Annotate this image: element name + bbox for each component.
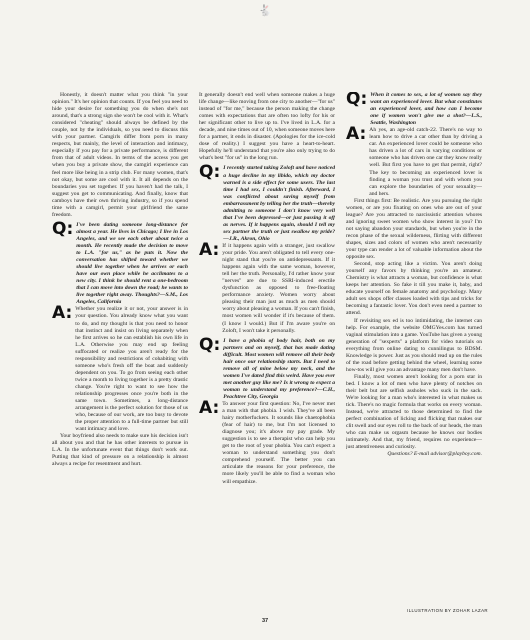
body-paragraph: If revisiting sex ed is too intimidating, the internet can help. For example, the website OMGYes.com has turned vaginal stimulation into a game. YouTube has given a young generation of "sexperts" a platform for video tutorials on everything from online dating to cunnilingus to BDSM. Knowledge is power. Just as you should read up on the rules of the road before getting behind the wheel, learning some how-tos will give you an advantage many men don't have. [346,317,482,373]
body-paragraph: Your boyfriend also needs to make sure his decision isn't all about you and that he has other interests to pursue in L.A. In the unfortunate event that things don't work out. Putting that kind of pressure on a relationship is almost always a recipe for resentment and hurt. [52,433,188,468]
body-paragraph: First things first: Be realistic. Are you pursuing the right women, or are you fixating on ones who are out of your league? Are you attracted to narcissistic attention whores and ignoring sweet women who show interest in you? I'm not saying abandon your standards, but when you're in the recon phase of the sexual wilderness, flirting with different shapes, sizes and colors of women who aren't necessarily your type can render a lot of valuable information about the opposite sex. [346,197,482,261]
column-3 [346,92,482,602]
question-text: When it comes to sex, a lot of women say they want an experienced lover. But what constitutes an experienced lover, and how can I become one if women won't give me a shot?—L.S., Seattle, Washington [370,92,482,127]
question-block [199,334,335,401]
question-mark-label: Q: [199,162,221,183]
answer-block [52,303,188,433]
question-block [52,218,188,307]
body-paragraph: Second, stop acting like a victim. You aren't doing yourself any favors by thinking you're an amateur. Chemistry is what attracts a woman, but confidence is what keeps her attention. So fake it till you make it, baby, and educate yourself on female anatomy and psychology. Many adult sex shops offer classes loaded with tips and tricks for becoming a fantastic lover. You don't even need a partner to attend. [346,261,482,317]
sign-off-email: Questions? E-mail advisor@playboy.com. [387,451,482,458]
answer-text: Ah yes, an age-old catch-22. There's no way to learn how to drive a car other than by driving a car. An experienced lover could be someone who has driven a lot of cars in varying conditions or someone who has driven one car they know really well. But first you have to get that permit, right? The key to becoming an experienced lover is finding a woman you trust and with whom you can explore the boundaries of your sexuality—and hers. [369,127,482,197]
question-text: I have a phobia of body hair, both on my partners and on myself, that has made dating difficult. Most women will remove all their body hair once our relationship starts. But I need to remove all of mine below my neck, and the women I've dated find this weird. Have you ever met another guy like me? Is it wrong to expect a woman to understand my preference?—C.H., Peachtree City, Georgia [223,337,335,400]
column-1 [52,92,188,602]
answer-mark-label: A: [52,303,73,324]
page-number: 37 [261,618,269,624]
answer-text: To answer your first question: No, I've never met a man with that phobia. I wish. They've all been hairy motherfuckers. It sounds like chaetophobia (fear of hair) to me, but I'm not licensed to diagnose you; it's above my pay grade. My suggestion is to see a therapist who can help you get to the root of your phobia. You can't expect a woman to understand something you don't comprehend yourself. The better you can articulate the reasons for your preference, the more likely you'll be able to find a woman who will empathize. [222,401,335,485]
body-paragraph: Finally, most women aren't looking for a porn star in bed. I know a lot of men who have plenty of notches on their belt but are selfish assholes who suck in the sack. We're looking for a man who's interested in what makes us tick. There's no magic formula that works on every woman. Instead, we're attracted to those determined to find the perfect combination of licking and flicking that makes our clit swell and our eyes roll to the back of our heads, the man who can make us orgasm because he knows our bodies intimately. And that, my friend, requires no experience—just attentiveness and curiosity. [346,373,482,451]
answer-block [346,124,482,197]
question-text: I recently started taking Zoloft and have noticed a huge decline in my libido, which my doctor warned is a side effect for some users. The last time I had sex, I couldn't finish. Afterward, I was conflicted about saving myself from embarrassment by telling her the truth—thereby admitting to someone I don't know very well that I've been depressed—or just passing it off as nerves. If it happens again, should I tell my sex partner the truth or just swallow my pride?—J.R., Akron, Ohio [223,165,335,242]
body-paragraph: Honestly, it doesn't matter what you think "in your opinion." It's her opinion that counts. If you feel you need to hide your desire for something you do when she's not around, that's a strong sign she won't be cool with it. What's considered "cheating" should always be defined by the couple, not by the individuals, so you need to discuss this with your partner. Camgirls differ from porn in many respects, but mainly, the level of interaction and intimacy, especially if you pay for a private performance, is different from that of adult videos. In terms of the access you get when you buy a private show, the camgirl experience can feel more like being in a strip club. For many women, that's not okay, but some are cool with it. It all depends on the boundaries you set together. If you haven't had the talk, I suggest you get to communicating. And finally, know that camboys have their own thriving industry, so if you spend time with a camgirl, permit your girlfriend the same freedom. [52,92,188,218]
body-paragraph: It generally doesn't end well when someone makes a huge life change—like moving from one city to another—"for us" instead of "for me," because the person making the change comes with expectations that are often too lofty for his or her significant other to live up to. I've lived in L.A. for a decade, and nine times out of 10, when someone moves here for a partner, it ends in disaster. (Apologies for the ice-cold dose of reality.) I suggest you have a heart-to-heart. Hopefully he'll understand that you're also only trying to do what's best "for us" in the long run. [199,92,335,162]
rabbit-head-icon: 🐇 [258,4,272,17]
answer-mark-label: A: [199,239,220,260]
answer-mark-label: A: [199,398,220,419]
article-columns [52,92,482,602]
column-2 [199,92,335,602]
answer-text: If it happens again with a stranger, just swallow your pride. You aren't obligated to tell every one-night stand that you're on antidepressants. If it happens again with the same woman, however, tell her the truth. Personally, I'd rather know your "nerves" are due to SSRI-induced erectile dysfunction as opposed to free-floating performance anxiety. Women worry about pleasing their man just as much as men should worry about pleasing a woman. If you can't finish, most women will wonder if it's because of them. (I know I would.) But if I'm aware you're on Zoloft, I won't take it personally. [222,242,335,334]
illustration-credit: ILLUSTRATION BY ZOHAR LAZAR [407,608,488,613]
question-mark-label: Q: [346,92,368,109]
question-mark-label: Q: [199,334,221,355]
answer-block [199,398,335,486]
question-block [346,92,482,127]
answer-block [199,239,335,335]
question-mark-label: Q: [52,218,74,239]
question-text: I've been dating someone long-distance for almost a year. He lives in Chicago; I live in Los Angeles, and we see each other about twice a month. He recently made the decision to move to L.A. "for us," as he puts it. Now the conversation has shifted toward whether we should live together when he arrives or each have our own place while he acclimates to a new city. I think he should rent a one-bedroom that I can move into down the road; he wants to live together right away. Thoughts?—S.M., Los Angeles, California [76,221,188,306]
question-block [199,162,335,243]
answer-mark-label: A: [346,124,367,145]
answer-text: Whether you realize it or not, your answer is in your question. You already know what you want to do, and my thought is that you need to honor that instinct and insist on living separately when he first arrives so he can establish his own life in L.A. Otherwise you may end up feeling suffocated or realize you aren't ready for the responsibility and restrictions of cohabiting with someone who's fresh off the boat and suddenly dependent on you. To go from seeing each other twice a month to living together is a pretty drastic change. You're right to want to see how the relationship progresses once you're both in the same town. Sometimes, a long-distance arrangement is the perfect solution for those of us who, because of our work, are too busy to devote the proper attention to a full-time partner but still want intimacy and love. [75,306,188,433]
